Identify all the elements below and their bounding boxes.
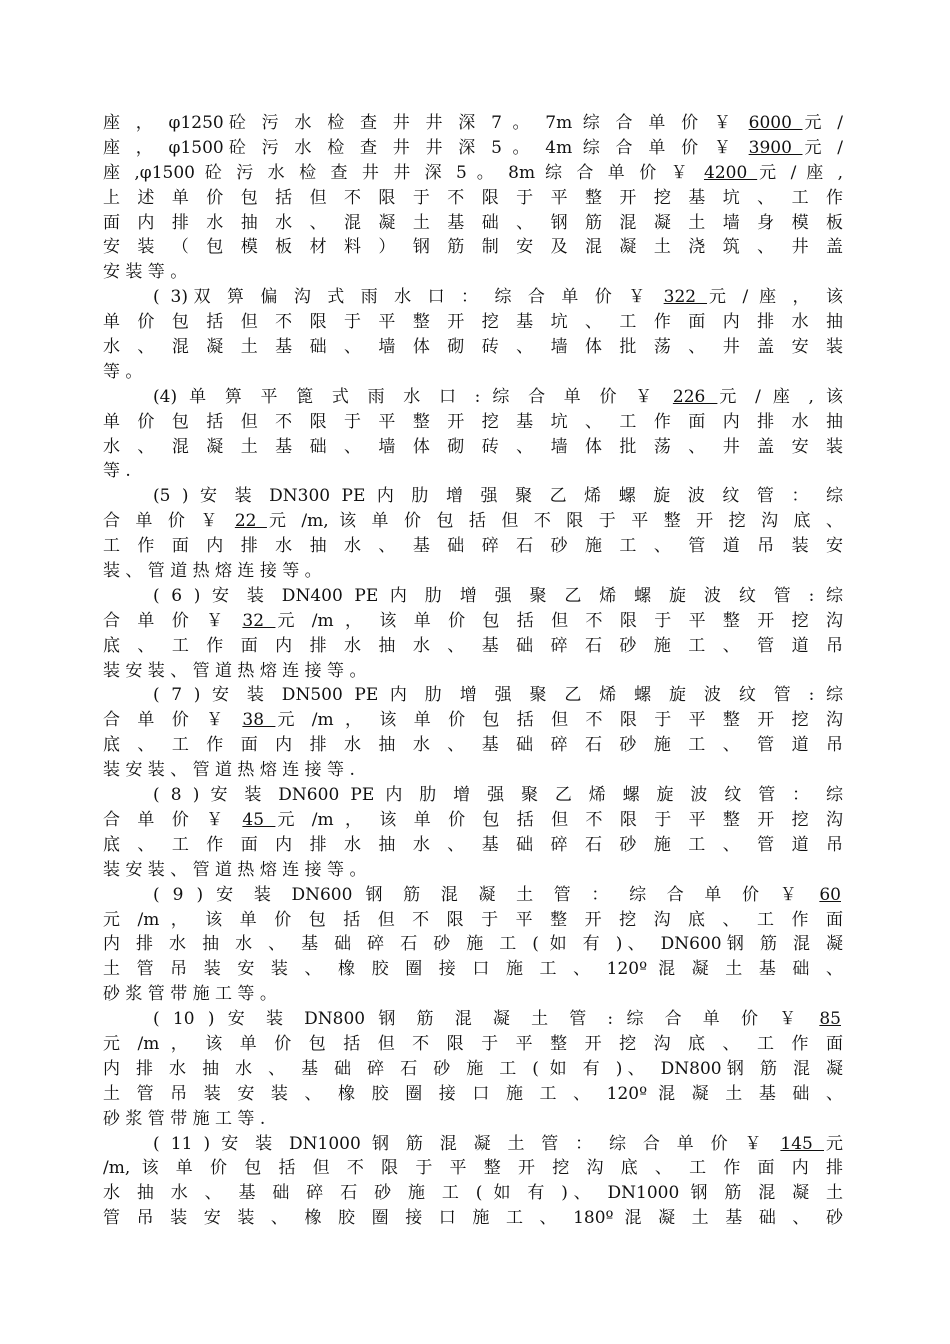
text-segment: 座 ,φ1500 砼 污 水 检 查 井 井 深 5 。 8m 综 合 单 价 ￥	[103, 162, 702, 183]
text-segment: 元 /m ， 该 单 价 包 括 但 不 限 于 平 整 开 挖 沟 底 、 工 作 面	[103, 909, 843, 930]
text-segment: 元 /m ， 该 单 价 包 括 但 不 限 于 平 整 开 挖 沟	[277, 610, 843, 631]
text-segment: 水 抽 水 、 基 础 碎 石 砂 施 工 ( 如 有 )、 DN1000 钢 筋 混 凝 土	[103, 1183, 843, 1204]
text-line	[103, 1181, 843, 1206]
text-segment: 等 .	[103, 461, 131, 482]
document-body	[103, 111, 843, 1231]
text-segment: 水 、 混 凝 土 基 础 、 墙 体 砌 砖 、 墙 体 批 荡 、 井 盖 安 装	[103, 436, 843, 457]
text-line	[103, 634, 843, 659]
price-value: 4200	[704, 162, 758, 183]
text-segment: ( 9 ) 安 装 DN600 钢 筋 混 凝 土 管 ： 综 合 单 价 ￥	[153, 884, 818, 905]
text-segment: 管 吊 装 安 装 、 橡 胶 圈 接 口 施 工 、 180º 混 凝 土 基 础 、 砂	[103, 1208, 843, 1229]
text-segment: 等 。	[103, 361, 143, 382]
text-segment: 内 排 水 抽 水 、 基 础 碎 石 砂 施 工 ( 如 有 )、 DN600钢 筋 混 凝	[103, 934, 843, 955]
text-line	[103, 459, 843, 484]
text-segment: 装 安 装 、 管 道 热 熔 连 接 等 。	[103, 859, 367, 880]
text-line	[103, 360, 843, 385]
text-line	[103, 833, 843, 858]
text-line	[103, 435, 843, 460]
text-line	[103, 1032, 843, 1057]
text-segment: 土 管 吊 装 安 装 、 橡 胶 圈 接 口 施 工 、 120º 混 凝 土 基 础 、	[103, 959, 843, 980]
text-line	[103, 1007, 843, 1032]
price-value: 226	[672, 386, 718, 407]
text-line	[103, 1206, 843, 1231]
text-segment: 合 单 价 ￥	[103, 511, 233, 532]
paragraph-p5	[103, 584, 843, 684]
text-line	[103, 708, 843, 733]
text-line	[103, 883, 843, 908]
text-line	[103, 136, 843, 161]
text-segment: ( 7 ) 安 装 DN500 PE 内 肋 增 强 聚 乙 烯 螺 旋 波 纹 管 : 综	[153, 685, 843, 706]
text-line	[103, 559, 843, 584]
text-segment: 安 装 等 。	[103, 262, 188, 283]
text-line	[103, 908, 843, 933]
paragraph-p6	[103, 683, 843, 783]
paragraph-p8	[103, 883, 843, 1007]
paragraph-p1	[103, 111, 843, 285]
text-line	[103, 335, 843, 360]
price-value: 145	[780, 1133, 824, 1154]
text-segment: 元 /	[804, 113, 843, 133]
text-line	[103, 484, 843, 509]
text-line	[103, 683, 843, 708]
price-value: 32	[242, 610, 276, 631]
text-line	[103, 932, 843, 957]
text-line	[103, 385, 843, 410]
text-line	[103, 161, 843, 186]
text-line	[103, 758, 843, 783]
text-line	[103, 211, 843, 236]
text-line	[103, 1107, 843, 1132]
text-segment: ( 3)双 箅 偏 沟 式 雨 水 口 ： 综 合 单 价 ￥	[153, 287, 662, 308]
price-value: 3900	[748, 137, 803, 158]
text-segment: 底 、 工 作 面 内 排 水 抽 水 、 基 础 碎 石 砂 施 工 、 管 道 吊	[103, 735, 843, 756]
text-segment: 装 安 装 、 管 道 热 熔 连 接 等 .	[103, 760, 355, 781]
text-line	[103, 957, 843, 982]
paragraph-p10	[103, 1132, 843, 1232]
text-segment: ( 11 ) 安 装 DN1000 钢 筋 混 凝 土 管 ： 综 合 单 价 ￥	[153, 1133, 779, 1154]
price-value: 322	[663, 287, 708, 308]
text-line	[103, 783, 843, 808]
text-segment: ( 8 ) 安 装 DN600 PE 内 肋 增 强 聚 乙 烯 螺 旋 波 纹 管 ： 综	[153, 785, 843, 806]
document-page	[103, 111, 843, 1231]
text-line	[103, 733, 843, 758]
paragraph-p3	[103, 385, 843, 485]
price-value: 6000	[748, 113, 803, 133]
text-line	[103, 235, 843, 260]
price-value: 45	[242, 809, 276, 830]
text-segment: 水 、 混 凝 土 基 础 、 墙 体 砌 砖 、 墙 体 批 荡 、 井 盖 安 装	[103, 337, 843, 358]
paragraph-p7	[103, 783, 843, 883]
text-line	[103, 1082, 843, 1107]
text-segment: 合 单 价 ￥	[103, 809, 241, 830]
text-segment: 合 单 价 ￥	[103, 710, 241, 731]
text-line	[103, 509, 843, 534]
text-segment: 元 / 座 ， 该	[709, 287, 843, 308]
text-segment: 元 /m ， 该 单 价 包 括 但 不 限 于 平 整 开 挖 沟	[277, 809, 843, 830]
price-value: 85	[819, 1009, 841, 1030]
text-segment: 元 /m, 该 单 价 包 括 但 不 限 于 平 整 开 挖 沟 底 、	[268, 511, 843, 532]
text-line	[103, 186, 843, 211]
text-line	[103, 982, 843, 1007]
text-line	[103, 1132, 843, 1157]
text-segment: 座 ， φ1500砼 污 水 检 查 井 井 深 5 。 4m 综 合 单 价 ￥	[103, 137, 747, 158]
text-line	[103, 808, 843, 833]
text-line	[103, 659, 843, 684]
price-value: 38	[242, 710, 276, 731]
text-segment: 内 排 水 抽 水 、 基 础 碎 石 砂 施 工 ( 如 有 )、 DN800钢 筋 混 凝	[103, 1058, 843, 1079]
text-segment: 上 述 单 价 包 括 但 不 限 于 不 限 于 平 整 开 挖 基 坑 、 工 作	[103, 187, 843, 208]
text-segment: 单 价 包 括 但 不 限 于 平 整 开 挖 基 坑 、 工 作 面 内 排 水 抽	[103, 411, 843, 432]
text-segment: 元 /m ， 该 单 价 包 括 但 不 限 于 平 整 开 挖 沟	[277, 710, 843, 731]
text-segment: 元 /	[804, 137, 843, 158]
text-line	[103, 1156, 843, 1181]
text-segment: 单 价 包 括 但 不 限 于 平 整 开 挖 基 坑 、 工 作 面 内 排 水 抽	[103, 312, 843, 333]
text-line	[103, 858, 843, 883]
text-segment: 土 管 吊 装 安 装 、 橡 胶 圈 接 口 施 工 、 120º 混 凝 土 基 础 、	[103, 1083, 843, 1104]
text-line	[103, 609, 843, 634]
text-segment: 工 作 面 内 排 水 抽 水 、 基 础 碎 石 砂 施 工 、 管 道 吊 装 安	[103, 536, 843, 557]
text-line	[103, 310, 843, 335]
text-segment: ( 10 ) 安 装 DN800 钢 筋 混 凝 土 管 : 综 合 单 价 ￥	[153, 1009, 818, 1030]
paragraph-p9	[103, 1007, 843, 1131]
text-segment: 合 单 价 ￥	[103, 610, 241, 631]
text-segment: 元 / 座 , 该	[719, 386, 843, 407]
paragraph-p2	[103, 285, 843, 385]
text-segment: 元 /m ， 该 单 价 包 括 但 不 限 于 平 整 开 挖 沟 底 、 工 作 面	[103, 1033, 843, 1054]
text-segment: 装 、 管 道 热 熔 连 接 等 。	[103, 561, 322, 582]
text-segment: 面 内 排 水 抽 水 、 混 凝 土 基 础 、 钢 筋 混 凝 土 墙 身 模 板	[103, 212, 843, 233]
text-segment: 砂 浆 管 带 施 工 等 。	[103, 984, 277, 1005]
text-line	[103, 410, 843, 435]
text-segment: 元 / 座 ,	[759, 162, 844, 183]
text-segment: (5 ) 安 装 DN300 PE 内 肋 增 强 聚 乙 烯 螺 旋 波 纹 管 ： 综	[153, 486, 843, 507]
text-line	[103, 1057, 843, 1082]
text-segment: 砂 浆 管 带 施 工 等 .	[103, 1108, 266, 1129]
price-value: 60	[819, 884, 841, 905]
text-segment: 元	[826, 1133, 843, 1154]
text-segment: 装 安 装 、 管 道 热 熔 连 接 等 。	[103, 660, 367, 681]
text-line	[103, 534, 843, 559]
text-segment: (4) 单 箅 平 篦 式 雨 水 口 : 综 合 单 价 ￥	[153, 386, 671, 407]
price-value: 22	[234, 511, 267, 532]
text-line	[103, 584, 843, 609]
text-segment: 座 ， φ1250砼 污 水 检 查 井 井 深 7 。 7m 综 合 单 价 ￥	[103, 113, 747, 133]
paragraph-p4	[103, 484, 843, 584]
text-segment: 安 装 （ 包 模 板 材 料 ） 钢 筋 制 安 及 混 凝 土 浇 筑 、 井 盖	[103, 237, 843, 258]
text-segment: /m, 该 单 价 包 括 但 不 限 于 平 整 开 挖 沟 底 、 工 作 面 内 排	[103, 1158, 843, 1179]
text-line	[103, 285, 843, 310]
text-line	[103, 111, 843, 136]
text-segment: ( 6 ) 安 装 DN400 PE 内 肋 增 强 聚 乙 烯 螺 旋 波 纹 管 : 综	[153, 585, 843, 606]
text-line	[103, 260, 843, 285]
text-segment: 底 、 工 作 面 内 排 水 抽 水 、 基 础 碎 石 砂 施 工 、 管 道 吊	[103, 834, 843, 855]
text-segment: 底 、 工 作 面 内 排 水 抽 水 、 基 础 碎 石 砂 施 工 、 管 道 吊	[103, 635, 843, 656]
